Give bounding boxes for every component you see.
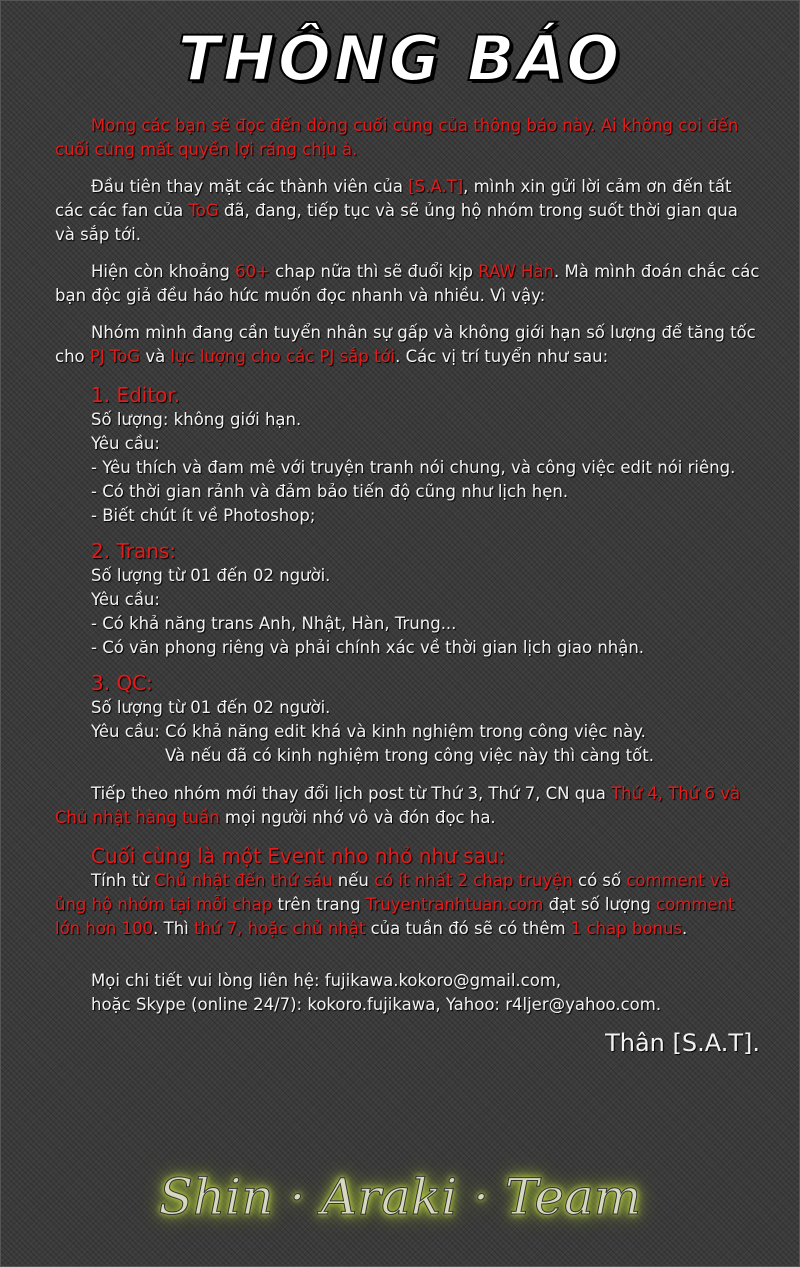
text: Đầu tiên thay mặt các thành viên của — [91, 177, 409, 196]
text-line — [55, 696, 760, 720]
highlighted-text: 1. Editor. — [91, 383, 181, 407]
text: của tuần đó sẽ có thêm — [365, 919, 571, 938]
text: nếu — [332, 871, 375, 890]
text: Tiếp theo nhóm mới thay đổi lịch post từ Thứ 3, Thứ 7, CN qua — [91, 784, 612, 803]
text: Nhóm mình đang cần tuyển nhân sự gấp và không giới hạn số lượng để tăng tốc cho — [55, 323, 756, 366]
highlighted-text: Chủ nhật đến thứ sáu — [154, 871, 333, 890]
section-heading — [55, 843, 760, 869]
highlighted-text: PJ ToG — [89, 347, 141, 366]
spacer — [55, 768, 760, 782]
team-logo: Shin · Araki · Team — [158, 1168, 642, 1226]
text-line — [55, 612, 760, 636]
highlighted-text: 3. QC: — [91, 671, 153, 695]
highlighted-text: có ít nhất 2 chap truyện — [374, 871, 573, 890]
text-line — [55, 720, 760, 744]
highlighted-text: Thứ 4, Thứ 6 và Chủ nhật hàng tuần — [55, 784, 741, 827]
text: - Có văn phong riêng và phải chính xác về thời gian lịch giao nhận. — [91, 638, 645, 657]
text: . — [682, 919, 688, 938]
text-line — [55, 480, 760, 504]
text: Hiện còn khoảng — [91, 262, 236, 281]
paragraph — [55, 260, 760, 308]
text: chap nữa thì sẽ đuổi kịp — [269, 262, 479, 281]
text-line — [55, 564, 760, 588]
section-heading — [55, 670, 760, 696]
text: - Có khả năng trans Anh, Nhật, Hàn, Trung... — [91, 614, 457, 633]
text: hoặc Skype (online 24/7): kokoro.fujikawa, Yahoo: r4ljer@yahoo.com. — [91, 995, 662, 1014]
text: - Có thời gian rảnh và đảm bảo tiến độ cũng như lịch hẹn. — [91, 482, 569, 501]
text: đã, đang, tiếp tục và sẽ ủng hộ nhóm trong suốt thời gian qua và sắp tới. — [55, 201, 738, 244]
highlighted-text: thứ 7, hoặc chủ nhật — [194, 919, 366, 938]
highlighted-text: comment lớn hơn 100 — [55, 895, 735, 938]
text-line — [55, 636, 760, 660]
text: . Thì — [153, 919, 194, 938]
highlighted-text: RAW Hàn — [478, 262, 554, 281]
text: trên trang — [272, 895, 366, 914]
highlighted-text: 60+ — [235, 262, 270, 281]
text: Số lượng từ 01 đến 02 người. — [91, 566, 331, 585]
text: và — [140, 347, 171, 366]
text-line — [55, 504, 760, 528]
highlighted-text: 2. Trans: — [91, 539, 177, 563]
highlighted-text: comment và ủng hộ nhóm tại mỗi chap — [55, 871, 730, 914]
text-line — [55, 744, 760, 768]
text-line — [55, 456, 760, 480]
text: - Yêu thích và đam mê với truyện tranh nói chung, và công việc edit nói riêng. — [91, 458, 736, 477]
text: . Các vị trí tuyển như sau: — [395, 347, 609, 366]
signature — [55, 1031, 760, 1055]
text: . Mà mình đoán chắc các bạn độc giả đều háo hức muốn đọc nhanh và nhiều. Vì vậy: — [55, 262, 760, 305]
highlighted-text: Mong các bạn sẽ đọc đến dòng cuối cùng của thông báo này. Ai không coi đến cuối cùng mất quyền lợi ráng chịu à. — [55, 116, 739, 159]
text-line — [55, 432, 760, 456]
text: mọi người nhớ vô và đón đọc ha. — [219, 808, 496, 827]
announcement-body — [55, 114, 760, 1055]
text-line — [55, 993, 760, 1017]
text: , mình xin gửi lời cảm ơn đến tất các các fan của — [55, 177, 732, 220]
text: Yêu cầu: — [91, 434, 160, 453]
section-heading — [55, 538, 760, 564]
text: Và nếu đã có kinh nghiệm trong công việc này thì càng tốt. — [165, 746, 654, 765]
highlighted-text: [S.A.T] — [408, 177, 464, 196]
paragraph — [55, 869, 760, 941]
highlighted-text: lực lượng cho các PJ sắp tới — [170, 347, 396, 366]
text: Yêu cầu: Có khả năng edit khá và kinh nghiệm trong công việc này. — [91, 722, 646, 741]
page-title: THÔNG BÁO — [177, 22, 623, 95]
highlighted-text: Truyentranhtuan.com — [365, 895, 544, 914]
section-heading — [55, 382, 760, 408]
paragraph — [55, 175, 760, 247]
text: Yêu cầu: — [91, 590, 160, 609]
text: đạt số lượng — [543, 895, 657, 914]
text: có số — [572, 871, 627, 890]
highlighted-text: ToG — [188, 201, 219, 220]
text: Mọi chi tiết vui lòng liên hệ: fujikawa.kokoro@gmail.com, — [91, 971, 562, 990]
paragraph — [55, 114, 760, 162]
text: Tính từ — [91, 871, 154, 890]
text-line — [55, 588, 760, 612]
paragraph — [55, 782, 760, 830]
paragraph — [55, 321, 760, 369]
text: Thân [S.A.T]. — [605, 1029, 760, 1057]
highlighted-text: 1 chap bonus — [570, 919, 683, 938]
text: Số lượng từ 01 đến 02 người. — [91, 698, 331, 717]
spacer — [55, 941, 760, 955]
text: Số lượng: không giới hạn. — [91, 410, 302, 429]
spacer — [55, 955, 760, 969]
text-line — [55, 969, 760, 993]
text: - Biết chút ít về Photoshop; — [91, 506, 316, 525]
text-line — [55, 408, 760, 432]
highlighted-text: Cuối cùng là một Event nho nhỏ như sau: — [91, 844, 506, 868]
